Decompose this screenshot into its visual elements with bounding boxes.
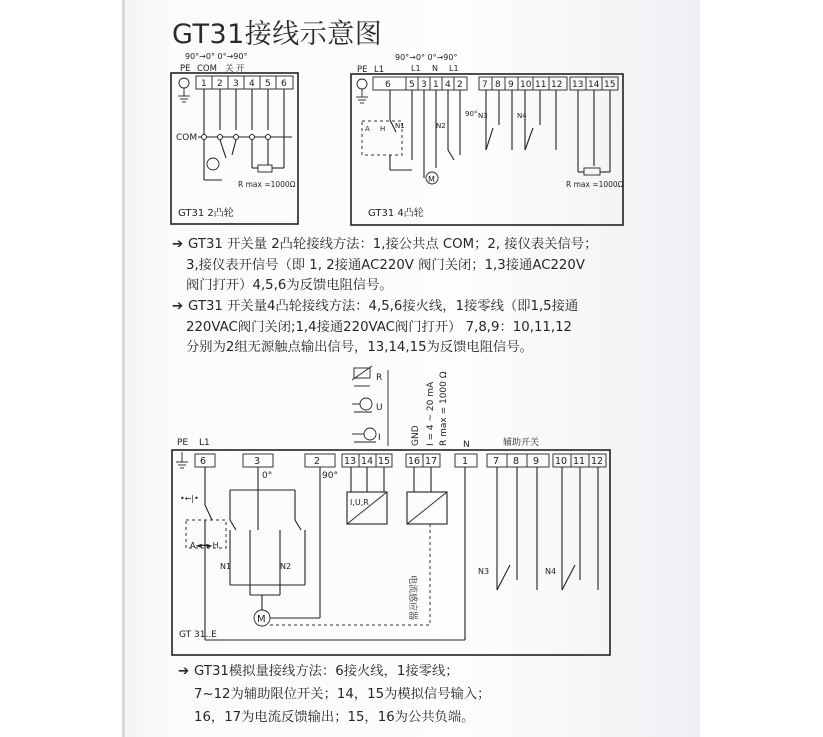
d3-terminal-12: 12: [591, 456, 604, 467]
legend-r: R: [376, 373, 383, 383]
d1-resistor-icon: [258, 165, 272, 172]
d3-ground-icon: [176, 452, 188, 468]
d1-terminal-6: 6: [281, 79, 287, 89]
d1-label-close: 关: [225, 64, 234, 74]
d1-angle-top: 90°→0° 0°→90°: [185, 52, 248, 61]
d2-label-a: A: [365, 125, 370, 133]
p2-line-2: 220VAC阀门关闭;1,4接通220VAC阀门打开） 7,8,9：10,11,12: [186, 319, 573, 335]
d1-label-open: 开: [236, 64, 245, 74]
d2-switch-n2: N2: [436, 122, 446, 130]
d2-terminal-7: 7: [482, 80, 488, 90]
d3-angle-0: 0°: [262, 471, 273, 481]
d2-enclosure: [351, 74, 623, 225]
d2-switch-n4: N4: [517, 112, 527, 120]
d3-motor-label: M: [257, 614, 266, 625]
d2-terminal-12: 12: [551, 80, 563, 90]
p1-line-3: 阀门打开）4,5,6为反馈电阻信号。: [186, 278, 393, 293]
arrow-icon: ➔: [172, 299, 184, 314]
d2-terminal-1: 1: [433, 80, 439, 90]
d1-com-label: COM: [176, 133, 198, 143]
d2-terminal-14: 14: [588, 80, 600, 90]
d1-terminal-2: 2: [217, 79, 223, 89]
paragraph-analog: [178, 660, 490, 729]
d2-switch-n3: N3: [478, 112, 488, 120]
d3-terminal-1: 1: [462, 456, 469, 467]
diagram-4-cam: [351, 53, 624, 225]
d3-angle-90: 90°: [322, 471, 338, 481]
d3-sensor-label: 电流感应器: [407, 575, 417, 621]
d3-label-n: N: [463, 440, 470, 450]
d1-terminal-strip: [196, 76, 293, 89]
diagram-analog: [172, 366, 610, 655]
d2-terminal-3: 3: [421, 80, 427, 90]
label-current-range: I = 4 ~ 20 mA: [426, 381, 436, 446]
d3-switch-n1: N1: [220, 562, 232, 571]
d2-resistor-icon: [584, 168, 600, 175]
d1-ground-icon: [178, 78, 190, 102]
legend-current-icon: [352, 428, 376, 442]
d2-switch-n1: N1: [395, 122, 405, 130]
d3-terminal-14: 14: [361, 456, 374, 467]
d3-terminal-10: 10: [555, 456, 568, 467]
legend-i: I: [378, 433, 381, 443]
d1-terminal-1: 1: [201, 79, 207, 89]
d1-enclosure: [171, 73, 298, 224]
d3-terminal-13: 13: [344, 456, 357, 467]
d3-label-aux: 辅助开关: [503, 438, 540, 448]
d2-label-pe: PE: [357, 65, 368, 75]
d2-label-h: H: [380, 125, 386, 133]
p3-line-3: 16，17为电流反馈输出；15，16为公共负端。: [194, 710, 475, 725]
arrow-icon: ➔: [172, 237, 184, 252]
p2-line-1: GT31 开关量4凸轮接线方法：4,5,6接火线，1接零线（即1,5接通: [188, 299, 579, 314]
d3-terminal-15: 15: [378, 456, 391, 467]
d1-motor-icon: [207, 158, 219, 170]
d2-terminal-2: 2: [457, 80, 463, 90]
d2-resistance: R max =1000Ω: [566, 180, 624, 189]
d2-terminal-5: 5: [409, 80, 415, 90]
d3-terminal-9: 9: [533, 456, 540, 467]
d3-terminal-6: 6: [200, 456, 207, 467]
d2-angle-top: 90°→0° 0°→90°: [395, 53, 458, 62]
d2-label-l1: L1: [374, 65, 385, 75]
p3-line-2: 7~12为辅助限位开关；14，15为模拟信号输入；: [194, 687, 491, 702]
p1-line-1: GT31 开关量 2凸轮接线方法：1,接公共点 COM；2, 接仪表关信号；: [188, 237, 598, 252]
d3-terminal-16: 16: [408, 456, 421, 467]
d3-terminal-11: 11: [573, 456, 586, 467]
d3-terminal-3: 3: [254, 456, 261, 467]
d3-terminal-17: 17: [425, 456, 438, 467]
d2-terminal-11: 11: [535, 80, 547, 90]
d2-terminal-15: 15: [604, 80, 616, 90]
label-r-max: R max = 1000 Ω: [439, 371, 449, 446]
d2-terminal-13: 13: [572, 80, 584, 90]
d3-terminal-7: 7: [493, 456, 500, 467]
d1-label-com: COM: [197, 64, 217, 74]
d2-ground-icon: [356, 79, 368, 103]
d3-label-pe: PE: [177, 438, 189, 448]
d3-switch-symbol: •←|•: [180, 494, 199, 503]
d3-switch-n2: N2: [280, 562, 292, 571]
p2-line-3: 分别为2组无源触点输出信号，13,14,15为反馈电阻信号。: [186, 340, 533, 355]
d2-label-n: N: [432, 64, 438, 73]
label-gnd: GND: [411, 425, 421, 446]
diagram-2-cam: [171, 52, 298, 224]
d2-terminal-8: 8: [495, 80, 501, 90]
d3-switch-n3: N3: [478, 567, 490, 576]
d3-enclosure: [172, 450, 610, 655]
paragraph-2-cam: [172, 235, 597, 297]
d3-terminal-2: 2: [314, 456, 321, 467]
d1-terminal-4: 4: [249, 79, 255, 89]
d3-ah-label: A◄━►H: [190, 541, 219, 550]
page-title: GT31接线示意图: [172, 19, 383, 50]
d2-terminal-6: 6: [385, 80, 391, 90]
p3-line-1: GT31模拟量接线方法：6接火线，1接零线；: [194, 664, 459, 679]
d3-switch-n4: N4: [545, 567, 557, 576]
d3-label-l1: L1: [199, 438, 210, 448]
d1-terminal-5: 5: [265, 79, 271, 89]
legend-resistor-icon: [352, 366, 372, 386]
p1-line-2: 3,接仪表开信号（即 1, 2接通AC220V 阀门关闭；1,3接通AC220V: [186, 257, 585, 273]
d1-label-pe: PE: [180, 64, 191, 74]
d2-label-l1b: L1: [411, 64, 421, 73]
d2-terminal-10: 10: [520, 80, 532, 90]
paragraph-4-cam: [172, 297, 578, 359]
d2-label-90: 90°: [465, 110, 478, 118]
legend-u: U: [376, 403, 383, 413]
d3-caption: GT 31..E: [179, 630, 217, 640]
d1-caption: GT31 2凸轮: [178, 208, 234, 219]
d2-terminal-9: 9: [508, 80, 514, 90]
d2-caption: GT31 4凸轮: [368, 208, 424, 219]
d2-terminal-4: 4: [445, 80, 451, 90]
d1-resistance: R max =1000Ω: [238, 180, 296, 189]
d3-terminal-8: 8: [513, 456, 520, 467]
arrow-icon: ➔: [178, 664, 190, 679]
d3-converter-label: I,U,R: [350, 498, 369, 507]
d2-motor-label: M: [428, 175, 435, 184]
d2-label-l1c: L1: [449, 64, 459, 73]
legend-voltage-icon: [352, 398, 372, 412]
d1-terminal-3: 3: [233, 79, 239, 89]
